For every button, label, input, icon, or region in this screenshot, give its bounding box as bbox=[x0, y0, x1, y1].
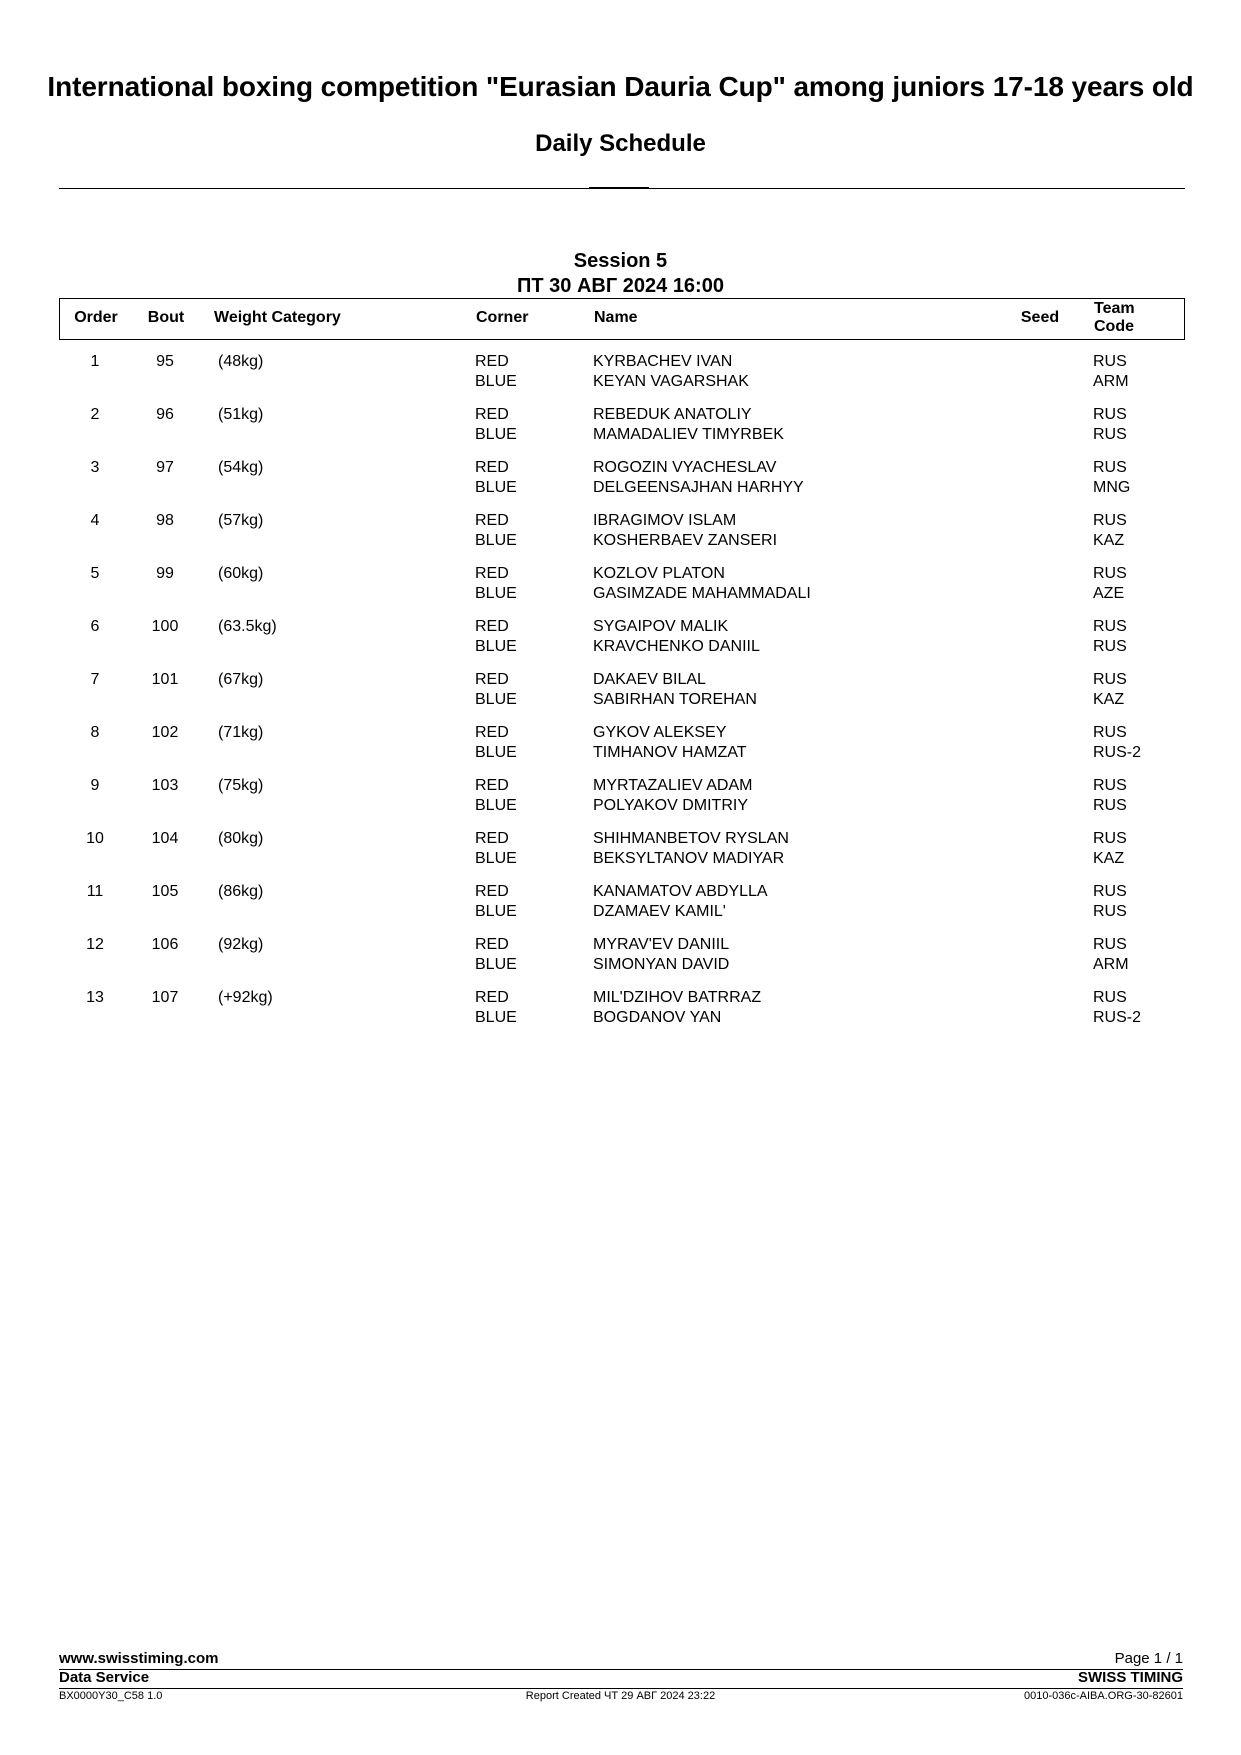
bout-row bbox=[59, 670, 1183, 723]
blue-team-code: RUS bbox=[1093, 426, 1127, 443]
column-header-team-code bbox=[1094, 300, 1174, 336]
blue-boxer-name: MAMADALIEV TIMYRBEK bbox=[593, 426, 784, 443]
footer-divider bbox=[59, 1669, 1183, 1670]
bout-weight: (48kg) bbox=[218, 353, 264, 370]
bout-row bbox=[59, 723, 1183, 776]
footer-divider-bottom bbox=[59, 1688, 1183, 1689]
bout-row bbox=[59, 829, 1183, 882]
blue-team-code: RUS-2 bbox=[1093, 1009, 1142, 1026]
blue-team-code: AZE bbox=[1093, 585, 1125, 602]
blue-team-code: MNG bbox=[1093, 479, 1131, 496]
red-boxer-name: REBEDUK ANATOLIY bbox=[593, 406, 752, 423]
bouts-list bbox=[59, 352, 1183, 1041]
red-boxer-name: ROGOZIN VYACHESLAV bbox=[593, 459, 777, 476]
session-name: Session 5 bbox=[573, 250, 668, 272]
bout-row bbox=[59, 511, 1183, 564]
blue-team-code: ARM bbox=[1093, 956, 1129, 973]
blue-boxer-name: KOSHERBAEV ZANSERI bbox=[593, 532, 778, 549]
bout-number: 96 bbox=[156, 406, 174, 423]
bout-weight: (75kg) bbox=[218, 777, 264, 794]
footer-brand: SWISS TIMING bbox=[1078, 1669, 1183, 1686]
bout-weight: (67kg) bbox=[218, 671, 264, 688]
blue-corner: BLUE bbox=[475, 1009, 517, 1026]
red-corner: RED bbox=[475, 883, 509, 900]
bout-number: 103 bbox=[151, 777, 179, 794]
blue-corner: BLUE bbox=[475, 903, 517, 920]
blue-corner: BLUE bbox=[475, 691, 517, 708]
red-team-code: RUS bbox=[1093, 512, 1127, 529]
bout-number: 107 bbox=[151, 989, 179, 1006]
red-boxer-name: SHIHMANBETOV RYSLAN bbox=[593, 830, 789, 847]
red-boxer-name: IBRAGIMOV ISLAM bbox=[593, 512, 737, 529]
red-corner: RED bbox=[475, 724, 509, 741]
blue-boxer-name: POLYAKOV DMITRIY bbox=[593, 797, 748, 814]
column-header-order: Order bbox=[74, 309, 118, 326]
red-corner: RED bbox=[475, 406, 509, 423]
blue-corner: BLUE bbox=[475, 638, 517, 655]
red-corner: RED bbox=[475, 459, 509, 476]
column-header-team-line1: Team bbox=[1094, 300, 1135, 317]
header-divider-accent bbox=[589, 187, 649, 189]
red-team-code: RUS bbox=[1093, 353, 1127, 370]
bout-row bbox=[59, 405, 1183, 458]
bout-number: 104 bbox=[151, 830, 179, 847]
blue-boxer-name: DELGEENSAJHAN HARHYY bbox=[593, 479, 804, 496]
red-boxer-name: KOZLOV PLATON bbox=[593, 565, 725, 582]
red-corner: RED bbox=[475, 671, 509, 688]
document-subtitle: Daily Schedule bbox=[535, 130, 706, 157]
red-boxer-name: KANAMATOV ABDYLLA bbox=[593, 883, 768, 900]
bout-order: 11 bbox=[86, 883, 104, 900]
red-team-code: RUS bbox=[1093, 459, 1127, 476]
footer-report-code: BX0000Y30_C58 1.0 bbox=[59, 1690, 163, 1702]
bout-row bbox=[59, 564, 1183, 617]
column-header-name: Name bbox=[594, 309, 638, 326]
red-corner: RED bbox=[475, 353, 509, 370]
bout-number: 105 bbox=[151, 883, 179, 900]
red-boxer-name: MIL'DZIHOV BATRRAZ bbox=[593, 989, 762, 1006]
bout-order: 8 bbox=[90, 724, 100, 741]
footer-data-service: Data Service bbox=[59, 1669, 150, 1686]
table-header bbox=[59, 298, 1185, 340]
blue-boxer-name: BEKSYLTANOV MADIYAR bbox=[593, 850, 785, 867]
blue-corner: BLUE bbox=[475, 850, 517, 867]
bout-weight: (57kg) bbox=[218, 512, 264, 529]
blue-boxer-name: KRAVCHENKO DANIIL bbox=[593, 638, 760, 655]
red-boxer-name: SYGAIPOV MALIK bbox=[593, 618, 729, 635]
red-boxer-name: MYRTAZALIEV ADAM bbox=[593, 777, 753, 794]
footer-page-number: Page 1 / 1 bbox=[1114, 1650, 1183, 1667]
red-corner: RED bbox=[475, 565, 509, 582]
red-team-code: RUS bbox=[1093, 618, 1127, 635]
bout-order: 13 bbox=[86, 989, 104, 1006]
footer-website: www.swisstiming.com bbox=[59, 1650, 219, 1667]
bout-order: 10 bbox=[86, 830, 104, 847]
blue-team-code: KAZ bbox=[1093, 532, 1125, 549]
blue-team-code: KAZ bbox=[1093, 850, 1125, 867]
bout-number: 97 bbox=[156, 459, 174, 476]
blue-boxer-name: DZAMAEV KAMIL' bbox=[593, 903, 726, 920]
red-team-code: RUS bbox=[1093, 883, 1127, 900]
blue-team-code: KAZ bbox=[1093, 691, 1125, 708]
blue-corner: BLUE bbox=[475, 426, 517, 443]
red-boxer-name: GYKOV ALEKSEY bbox=[593, 724, 727, 741]
blue-corner: BLUE bbox=[475, 479, 517, 496]
bout-order: 6 bbox=[90, 618, 100, 635]
red-corner: RED bbox=[475, 618, 509, 635]
bout-order: 7 bbox=[90, 671, 100, 688]
bout-order: 5 bbox=[90, 565, 100, 582]
red-corner: RED bbox=[475, 512, 509, 529]
bout-row bbox=[59, 988, 1183, 1041]
bout-order: 12 bbox=[86, 936, 104, 953]
bout-weight: (60kg) bbox=[218, 565, 264, 582]
bout-weight: (63.5kg) bbox=[218, 618, 277, 635]
blue-team-code: RUS-2 bbox=[1093, 744, 1142, 761]
bout-weight: (86kg) bbox=[218, 883, 264, 900]
red-team-code: RUS bbox=[1093, 565, 1127, 582]
blue-boxer-name: KEYAN VAGARSHAK bbox=[593, 373, 749, 390]
blue-team-code: RUS bbox=[1093, 797, 1127, 814]
session-datetime: ПТ 30 АВГ 2024 16:00 bbox=[517, 275, 724, 297]
bout-weight: (92kg) bbox=[218, 936, 264, 953]
blue-team-code: RUS bbox=[1093, 903, 1127, 920]
footer-report-created: Report Created ЧТ 29 АВГ 2024 23:22 bbox=[525, 1690, 716, 1702]
red-boxer-name: KYRBACHEV IVAN bbox=[593, 353, 733, 370]
blue-corner: BLUE bbox=[475, 744, 517, 761]
column-header-bout: Bout bbox=[147, 309, 185, 326]
blue-corner: BLUE bbox=[475, 373, 517, 390]
blue-boxer-name: BOGDANOV YAN bbox=[593, 1009, 722, 1026]
bout-number: 106 bbox=[151, 936, 179, 953]
red-team-code: RUS bbox=[1093, 777, 1127, 794]
bout-number: 101 bbox=[151, 671, 179, 688]
bout-weight: (54kg) bbox=[218, 459, 264, 476]
bout-order: 4 bbox=[90, 512, 100, 529]
bout-number: 98 bbox=[156, 512, 174, 529]
bout-order: 2 bbox=[90, 406, 100, 423]
bout-order: 3 bbox=[90, 459, 100, 476]
footer-reference: 0010-036c-AIBA.ORG-30-82601 bbox=[1024, 1690, 1183, 1702]
blue-corner: BLUE bbox=[475, 956, 517, 973]
bout-row bbox=[59, 935, 1183, 988]
red-team-code: RUS bbox=[1093, 830, 1127, 847]
blue-team-code: RUS bbox=[1093, 638, 1127, 655]
blue-corner: BLUE bbox=[475, 797, 517, 814]
bout-weight: (71kg) bbox=[218, 724, 264, 741]
column-header-weight: Weight Category bbox=[214, 309, 341, 326]
bout-order: 9 bbox=[90, 777, 100, 794]
blue-team-code: ARM bbox=[1093, 373, 1129, 390]
red-boxer-name: DAKAEV BILAL bbox=[593, 671, 706, 688]
bout-number: 95 bbox=[156, 353, 174, 370]
blue-boxer-name: GASIMZADE MAHAMMADALI bbox=[593, 585, 811, 602]
column-header-team-line2: Code bbox=[1094, 318, 1134, 335]
bout-weight: (80kg) bbox=[218, 830, 264, 847]
red-corner: RED bbox=[475, 777, 509, 794]
bout-weight: (51kg) bbox=[218, 406, 264, 423]
document-title: International boxing competition "Eurasian Dauria Cup" among juniors 17-18 years old bbox=[47, 71, 1194, 102]
red-team-code: RUS bbox=[1093, 724, 1127, 741]
bout-row bbox=[59, 882, 1183, 935]
red-team-code: RUS bbox=[1093, 936, 1127, 953]
blue-corner: BLUE bbox=[475, 585, 517, 602]
blue-boxer-name: SIMONYAN DAVID bbox=[593, 956, 730, 973]
blue-corner: BLUE bbox=[475, 532, 517, 549]
bout-row bbox=[59, 458, 1183, 511]
blue-boxer-name: TIMHANOV HAMZAT bbox=[593, 744, 747, 761]
bout-number: 100 bbox=[151, 618, 179, 635]
red-team-code: RUS bbox=[1093, 671, 1127, 688]
red-team-code: RUS bbox=[1093, 989, 1127, 1006]
bout-row bbox=[59, 617, 1183, 670]
red-corner: RED bbox=[475, 936, 509, 953]
red-corner: RED bbox=[475, 989, 509, 1006]
bout-order: 1 bbox=[90, 353, 100, 370]
bout-row bbox=[59, 776, 1183, 829]
red-team-code: RUS bbox=[1093, 406, 1127, 423]
bout-number: 102 bbox=[151, 724, 179, 741]
red-corner: RED bbox=[475, 830, 509, 847]
bout-row bbox=[59, 352, 1183, 405]
blue-boxer-name: SABIRHAN TOREHAN bbox=[593, 691, 757, 708]
column-header-corner: Corner bbox=[476, 309, 529, 326]
bout-number: 99 bbox=[156, 565, 174, 582]
red-boxer-name: MYRAV'EV DANIIL bbox=[593, 936, 730, 953]
column-header-seed: Seed bbox=[1020, 309, 1060, 326]
bout-weight: (+92kg) bbox=[218, 989, 273, 1006]
